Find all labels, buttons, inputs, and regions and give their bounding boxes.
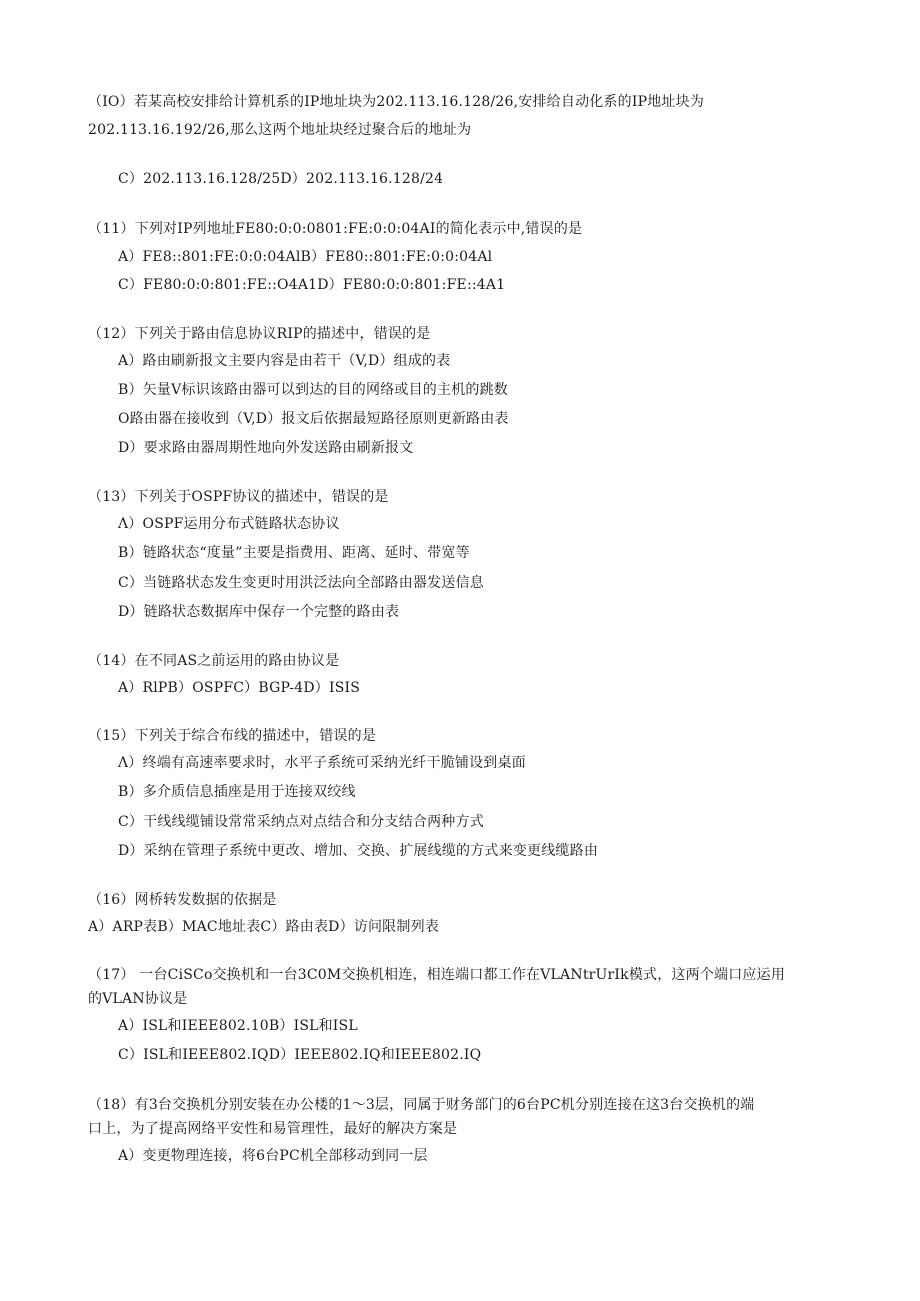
q17-stem-line1: （17） 一台CiSCo交换机和一台3C0M交换机相连，相连端口都工作在VLANtrUrIk模式，这两个端口应运用 <box>88 967 786 983</box>
q15-option-c: C）干线线缆铺设常常采纳点对点结合和分支结合两种方式 <box>118 814 484 830</box>
q18-stem-line1: （18）有3台交换机分别安装在办公楼的1～3层，同属于财务部门的6台PC机分别连接在这3台交换机的端 <box>88 1097 755 1113</box>
q17-options-line1: A）ISL和IEEE802.10B）ISL和ISL <box>118 1018 358 1034</box>
q17-options-line2: C）ISL和IEEE802.IQD）IEEE802.IQ和IEEE802.IQ <box>118 1047 482 1063</box>
q10-stem-line1: （IO）若某高校安排给计算机系的IP地址块为202.113.16.128/26,安排给自动化系的IP地址块为 <box>88 94 705 110</box>
q13-option-a: Λ）OSPF运用分布式链路状态协议 <box>118 516 340 532</box>
q15-option-d: D）采纳在管理子系统中更改、增加、交换、扩展线缆的方式来变更线缆路由 <box>118 843 599 859</box>
q18-stem-line2: 口上，为了提高网络平安性和易管理性，最好的解决方案是 <box>88 1121 458 1137</box>
q12-option-b: B）矢量V标识该路由器可以到达的目的网络或目的主机的跳数 <box>118 382 508 398</box>
q13-option-b: B）链路状态“度量”主要是指费用、距离、延时、带宽等 <box>118 545 470 561</box>
q10-stem-line2: 202.113.16.192/26,那么这两个地址块经过聚合后的地址为 <box>88 122 472 138</box>
q12-stem: （12）下列关于路由信息协议RIP的描述中，错误的是 <box>88 326 431 342</box>
q13-option-d: D）链路状态数据库中保存一个完整的路由表 <box>118 604 400 620</box>
q18-option-a: A）变更物理连接，将6台PC机全部移动到同一层 <box>118 1148 428 1164</box>
q15-option-b: B）多介质信息插座是用于连接双绞线 <box>118 784 356 800</box>
q14-options-line1: A）RlPB）OSPFC）BGP-4D）ISIS <box>118 680 361 696</box>
q16-options-line1: A）ARP表B）MAC地址表C）路由表D）访问限制列表 <box>88 919 439 935</box>
q11-stem: （11）下列对IP列地址FE80:0:0:0801:FE:0:0:04AI的简化表示中,错误的是 <box>88 221 583 237</box>
q11-options-line1: A）FE8::801:FE:0:0:04AlB）FE80::801:FE:0:0:04Al <box>118 249 493 265</box>
q12-option-c: O路由器在接收到（V,D）报文后依据最短路径原则更新路由表 <box>118 411 509 427</box>
q12-option-a: A）路由刷新报文主要内容是由若干（V,D）组成的表 <box>118 353 451 369</box>
q16-stem: （16）网桥转发数据的依据是 <box>88 892 277 908</box>
q11-options-line2: C）FE80:0:0:801:FE::O4A1D）FE80:0:0:801:FE::4A1 <box>118 277 506 293</box>
q13-stem: （13）下列关于OSPF协议的描述中，错误的是 <box>88 489 389 505</box>
q15-option-a: Λ）终端有高速率要求时，水平子系统可采纳光纤干脆铺设到桌面 <box>118 755 526 771</box>
q10-options-line1: C）202.113.16.128/25D）202.113.16.128/24 <box>118 171 444 187</box>
q14-stem: （14）在不同AS之前运用的路由协议是 <box>88 653 340 669</box>
q15-stem: （15）下列关于综合布线的描述中，错误的是 <box>88 728 377 744</box>
q17-stem-line2: 的VLAN协议是 <box>88 991 188 1007</box>
q13-option-c: C）当链路状态发生变更时用洪泛法向全部路由器发送信息 <box>118 575 484 591</box>
q12-option-d: D）要求路由器周期性地向外发送路由刷新报文 <box>118 440 414 456</box>
